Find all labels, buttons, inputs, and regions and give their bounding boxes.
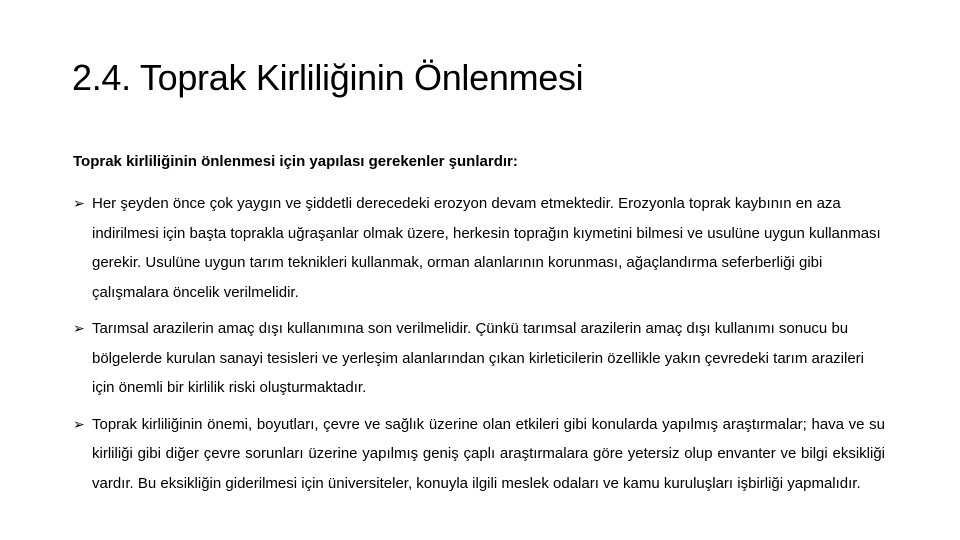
bullet-text-2: Tarımsal arazilerin amaç dışı kullanımına son verilmelidir. Çünkü tarımsal arazilerin amaç dışı kullanımı sonucu bu bölgelerde kurulan sanayi tesisleri ve yerleşim alanlarından çıkan kirleticilerin özellikle yakın çevredeki tarım arazileri için önemli bir kirlilik riski oluşturmaktadır.: [92, 320, 865, 396]
slide-title: 2.4. Toprak Kirliliğinin Önlenmesi: [72, 57, 584, 98]
bullet-list: [73, 189, 885, 505]
arrow-bullet-icon: ➢: [73, 320, 85, 336]
arrow-bullet-icon: ➢: [73, 195, 85, 211]
bullet-text-3: Toprak kirliliğinin önemi, boyutları, çevre ve sağlık üzerine olan etkileri gibi konularda yapılmış araştırmalar; hava ve su kirliliği gibi diğer çevre sorunları üzerine yapılmış geniş çaplı araştırmalara göre yetersiz olup envanter ve bilgi eksikliği vardır. Bu eksikliğin giderilmesi için üniversiteler, konuyla ilgili meslek odaları ve kamu kuruluşları işbirliği yapmalıdır.: [92, 415, 885, 492]
arrow-bullet-icon: ➢: [73, 415, 85, 432]
bullet-item-1: [73, 189, 885, 307]
bullet-item-2: [73, 314, 885, 403]
bullet-text-1: Her şeyden önce çok yaygın ve şiddetli derecedeki erozyon devam etmektedir. Erozyonla toprak kaybının en aza indirilmesi için başta toprakla uğraşanlar olmak üzere, herkesin toprağın kıymetini bilmesi ve usulüne uygun kullanması gerekir. Usulüne uygun tarım teknikleri kullanmak, orman alanlarının korunması, ağaçlandırma seferberliği gibi çalışmalara öncelik verilmelidir.: [92, 195, 881, 301]
bullet-item-3: [73, 410, 885, 499]
slide-subtitle: Toprak kirliliğinin önlenmesi için yapılası gerekenler şunlardır:: [73, 153, 518, 170]
